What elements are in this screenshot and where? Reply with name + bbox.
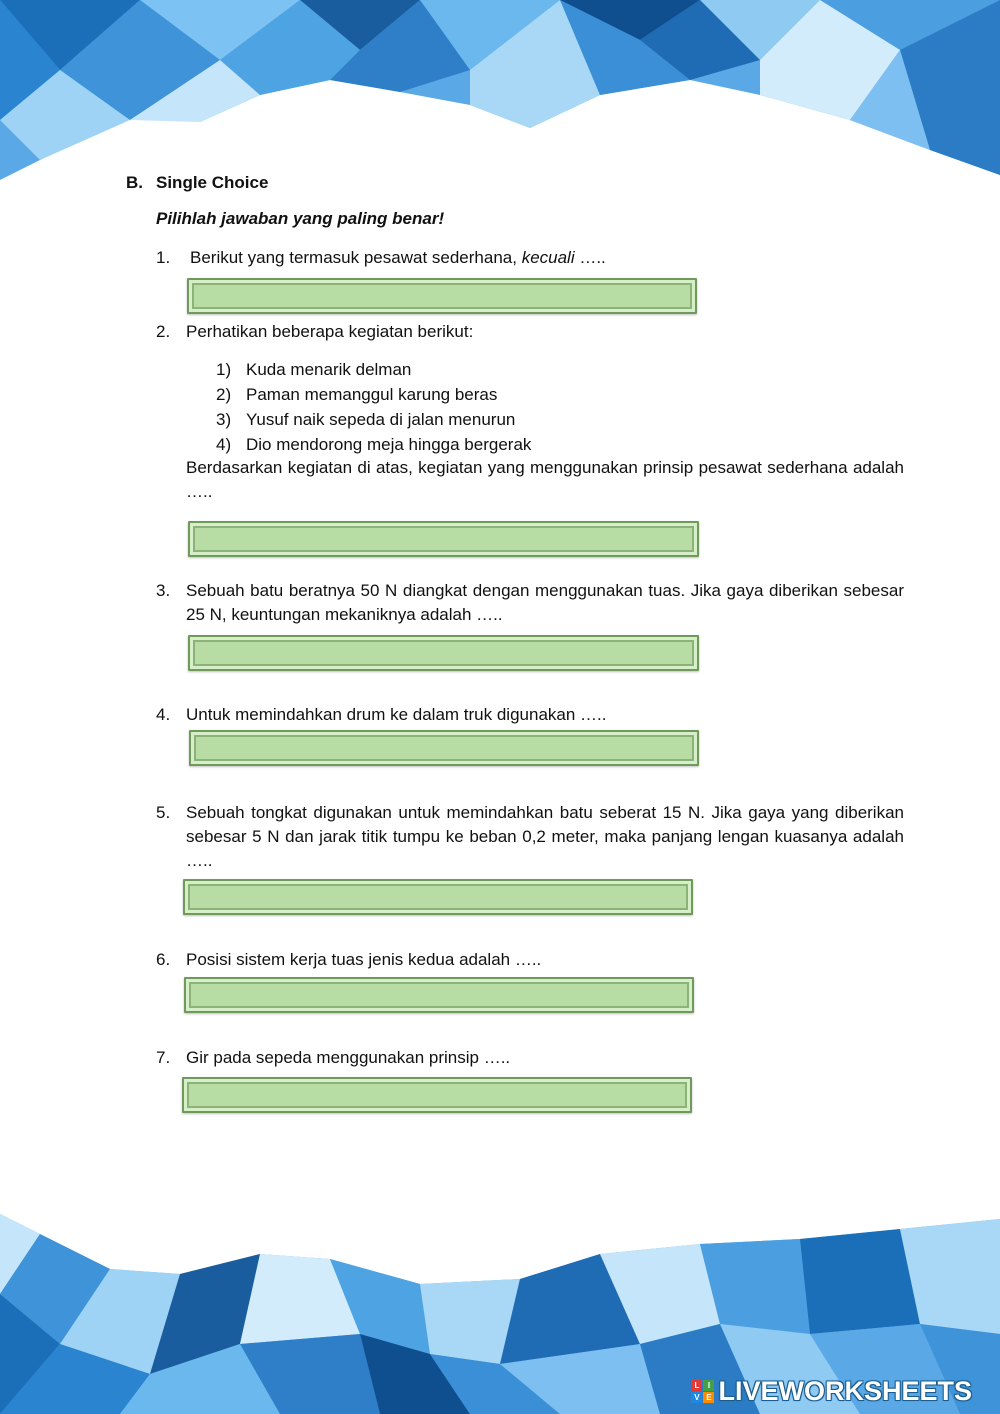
question-followup: Berdasarkan kegiatan di atas, kegiatan yang menggunakan prinsip pesawat sederhana adalah ….. [186, 458, 904, 501]
question-number: 2. [156, 322, 171, 341]
logo-square: I [703, 1380, 714, 1391]
list-item: 2) Paman memanggul karung beras [216, 385, 498, 404]
answer-box-7[interactable] [182, 1077, 692, 1113]
section-title: Single Choice [156, 173, 269, 192]
question-number: 4. [156, 705, 171, 724]
answer-box-1[interactable] [187, 278, 697, 314]
section-letter: B. [126, 173, 143, 192]
list-item: 3) Yusuf naik sepeda di jalan menurun [216, 410, 516, 429]
question-text-italic: kecuali [521, 248, 575, 267]
logo-text: LIVEWORKSHEETS [718, 1375, 972, 1406]
question-text: Posisi sistem kerja tuas jenis kedua adalah ….. [186, 950, 542, 969]
answer-box-6[interactable] [184, 977, 694, 1013]
answer-box-2[interactable] [188, 521, 699, 557]
answer-box-4[interactable] [189, 730, 699, 766]
logo-squares-icon [691, 1380, 714, 1403]
question-text [190, 246, 606, 270]
answer-box-5[interactable] [183, 879, 693, 915]
question-text-end: ….. [574, 248, 606, 267]
question-number: 3. [156, 581, 171, 600]
logo-square: V [691, 1392, 702, 1403]
question-text-main: Berikut yang termasuk pesawat sederhana, [190, 248, 522, 267]
question-text: Untuk memindahkan drum ke dalam truk digunakan ….. [186, 705, 607, 724]
question-number: 1. [156, 248, 171, 267]
instruction: Pilihlah jawaban yang paling benar! [156, 209, 445, 228]
list-item: 1) Kuda menarik delman [216, 360, 412, 379]
liveworksheets-logo [691, 1374, 972, 1408]
question-number: 5. [156, 803, 171, 822]
activity-list [216, 357, 531, 457]
question-text: Gir pada sepeda menggunakan prinsip ….. [186, 1048, 511, 1067]
question-number: 7. [156, 1048, 171, 1067]
section-heading [126, 173, 268, 193]
logo-square: L [691, 1380, 702, 1391]
logo-square: E [703, 1392, 714, 1403]
question-text: Sebuah tongkat digunakan untuk memindahkan batu seberat 15 N. Jika gaya yang diberikan sebesar 5 N dan jarak titik tumpu ke beban 0,2 meter, maka panjang lengan kuasanya adalah ….. [186, 803, 904, 870]
question-text: Sebuah batu beratnya 50 N diangkat dengan menggunakan tuas. Jika gaya diberikan sebesar 25 N, keuntungan mekaniknya adalah ….. [186, 581, 904, 624]
question-text: Perhatikan beberapa kegiatan berikut: [186, 322, 474, 341]
answer-box-3[interactable] [188, 635, 699, 671]
list-item: 4) Dio mendorong meja hingga bergerak [216, 435, 532, 454]
question-number: 6. [156, 950, 171, 969]
